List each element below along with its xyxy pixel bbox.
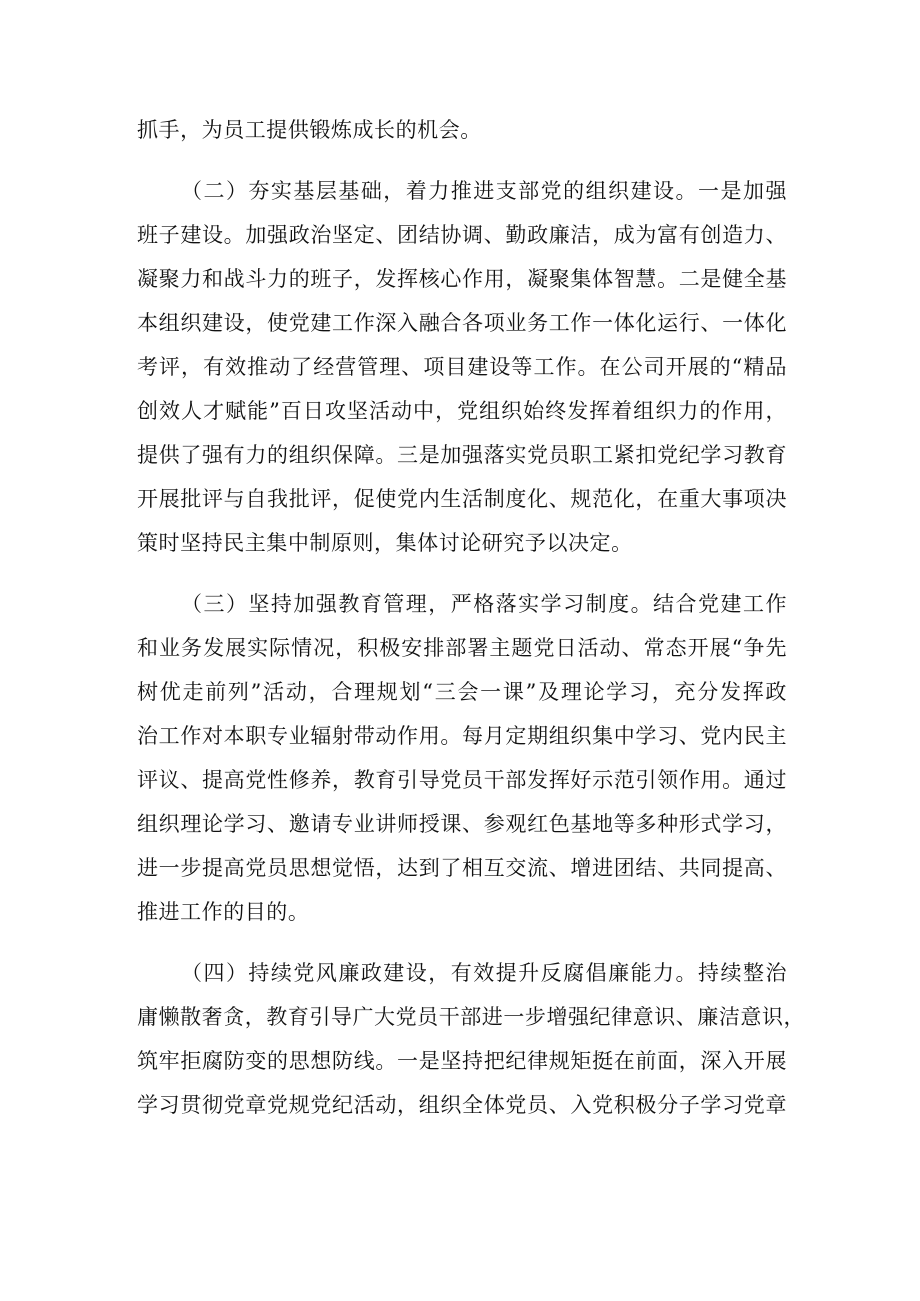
text-line: 治工作对本职专业辐射带动作用。每月定期组织集中学习、党内民主 bbox=[137, 724, 787, 748]
text-line: 策时坚持民主集中制原则，集体讨论研究予以决定。 bbox=[137, 531, 633, 555]
text-line: 凝聚力和战斗力的班子，发挥核心作用，凝聚集体智慧。二是健全基 bbox=[137, 267, 787, 291]
text-line: 评议、提高党性修养，教育引导党员干部发挥好示范引领作用。通过 bbox=[137, 768, 787, 792]
text-line: 和业务发展实际情况，积极安排部署主题党日活动、常态开展“争先 bbox=[137, 636, 787, 660]
text-line: 筑牢拒腐防变的思想防线。一是坚持把纪律规矩挺在前面，深入开展 bbox=[137, 1049, 787, 1073]
text-line: 考评，有效推动了经营管理、项目建设等工作。在公司开展的“精品 bbox=[137, 355, 787, 379]
paragraph-heading-line: （三）坚持加强教育管理，严格落实学习制度。结合党建工作 bbox=[181, 592, 787, 616]
paragraph-heading-line: （二）夯实基层基础，着力推进支部党的组织建设。一是加强 bbox=[181, 179, 787, 203]
text-line: 进一步提高党员思想觉悟，达到了相互交流、增进团结、共同提高、 bbox=[137, 856, 787, 880]
text-line: 本组织建设，使党建工作深入融合各项业务工作一体化运行、一体化 bbox=[137, 311, 787, 335]
paragraph-heading-line: （四）持续党风廉政建设，有效提升反腐倡廉能力。持续整治 bbox=[181, 961, 787, 985]
text-line: 推进工作的目的。 bbox=[137, 900, 310, 924]
text-line: 开展批评与自我批评，促使党内生活制度化、规范化，在重大事项决 bbox=[137, 487, 787, 511]
text-line: 班子建设。加强政治坚定、团结协调、勤政廉洁，成为富有创造力、 bbox=[137, 223, 787, 247]
text-line: 抓手，为员工提供锻炼成长的机会。 bbox=[137, 118, 482, 142]
text-line: 提供了强有力的组织保障。三是加强落实党员职工紧扣党纪学习教育 bbox=[137, 443, 787, 467]
text-line: 组织理论学习、邀请专业讲师授课、参观红色基地等多种形式学习， bbox=[137, 812, 787, 836]
text-line: 创效人才赋能”百日攻坚活动中，党组织始终发挥着组织力的作用， bbox=[137, 399, 787, 423]
text-line: 学习贯彻党章党规党纪活动，组织全体党员、入党积极分子学习党章 bbox=[137, 1093, 787, 1117]
text-line: 树优走前列”活动，合理规划“三会一课”及理论学习，充分发挥政 bbox=[137, 680, 787, 704]
text-line: 庸懒散奢贪，教育引导广大党员干部进一步增强纪律意识、廉洁意识， bbox=[137, 1005, 806, 1029]
